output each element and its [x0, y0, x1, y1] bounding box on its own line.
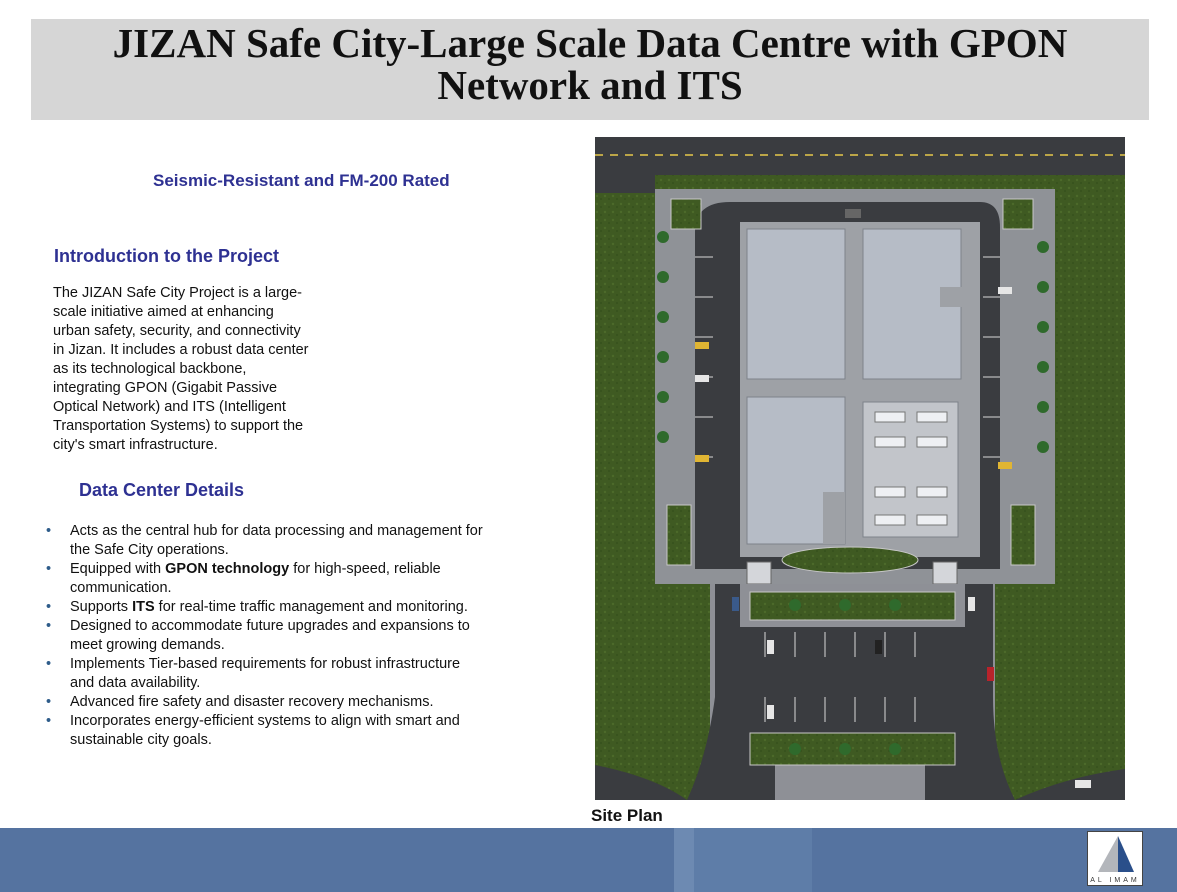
intro-line: integrating GPON (Gigabit Passive	[53, 380, 278, 396]
list-item: • Supports ITS for real-time traffic management and monitoring.	[46, 599, 468, 615]
intro-line: urban safety, security, and connectivity	[53, 323, 301, 339]
bullet-icon: •	[46, 561, 52, 577]
bullet-icon: •	[46, 713, 52, 729]
planting-bed	[750, 733, 955, 765]
intro-line: city's smart infrastructure.	[53, 437, 218, 453]
list-item: • Designed to accommodate future upgrades and expansions to meet growing demands.	[46, 618, 470, 653]
planting-bed	[750, 592, 955, 620]
list-item: • Incorporates energy-efficient systems to align with smart and sustainable city goals.	[46, 713, 460, 748]
road	[595, 175, 655, 193]
bullet-icon: •	[46, 599, 52, 615]
list-item: • Acts as the central hub for data processing and management for the Safe City operations.	[46, 523, 483, 558]
company-logo	[1087, 831, 1143, 886]
building	[747, 229, 845, 379]
intro-line: Optical Network) and ITS (Intelligent	[53, 399, 286, 415]
intro-heading: Introduction to the Project	[54, 246, 279, 266]
intro-line: Transportation Systems) to support the	[53, 418, 304, 434]
title-line-1: JIZAN Safe City-Large Scale Data Centre with GPON	[112, 20, 1068, 66]
footer-band	[0, 828, 1177, 892]
planting-bed	[1011, 505, 1035, 565]
intro-line: The JIZAN Safe City Project is a large-	[53, 285, 302, 301]
gatehouse	[747, 562, 771, 584]
logo-text: AL IMAM	[1090, 877, 1140, 884]
logo-mark-icon	[1088, 832, 1142, 876]
building-notch	[940, 287, 962, 307]
data-center-heading: Data Center Details	[79, 480, 245, 500]
title-line-2: Network and ITS	[437, 62, 743, 108]
intro-line: in Jizan. It includes a robust data center	[53, 342, 309, 358]
bullet-icon: •	[46, 694, 52, 710]
intro-line: as its technological backbone,	[53, 361, 247, 377]
planting-bed	[782, 547, 918, 573]
building-notch	[823, 492, 845, 544]
site-plan-caption: Site Plan	[591, 806, 663, 825]
planting-bed	[1003, 199, 1033, 229]
bullet-icon: •	[46, 618, 52, 634]
planting-bed	[667, 505, 691, 565]
planting-bed	[671, 199, 701, 229]
page-title	[31, 22, 1149, 106]
site-plan-image	[595, 137, 1125, 800]
list-item: • Advanced fire safety and disaster recovery mechanisms.	[46, 694, 434, 710]
data-center-list	[46, 522, 516, 750]
list-item: • Equipped with GPON technology for high-speed, reliable communication.	[46, 561, 441, 596]
intro-line: scale initiative aimed at enhancing	[53, 304, 274, 320]
list-item: • Implements Tier-based requirements for robust infrastructure and data availability.	[46, 656, 461, 691]
subtitle: Seismic-Resistant and FM-200 Rated	[153, 171, 450, 190]
bullet-icon: •	[46, 656, 52, 672]
bullet-icon: •	[46, 523, 52, 539]
intro-paragraph	[53, 284, 328, 455]
road	[595, 137, 1125, 175]
gatehouse	[933, 562, 957, 584]
